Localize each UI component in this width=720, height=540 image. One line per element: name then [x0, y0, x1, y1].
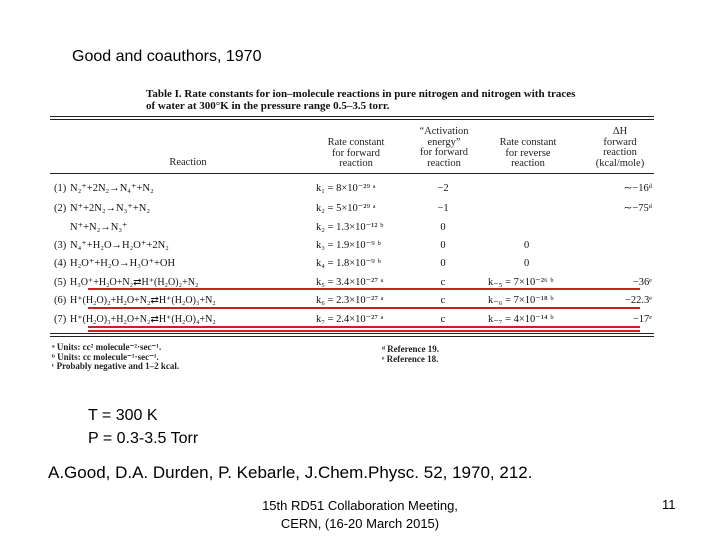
table-top-rule: [50, 116, 654, 117]
header-rate-forward: Rate constant for forward reaction: [327, 137, 385, 169]
table-bottom-rule-2: [50, 336, 654, 337]
page-number: 11: [662, 497, 676, 512]
header-activation-energy: “Activation energy” for forward reaction: [419, 126, 469, 169]
footer-line-1: 15th RD51 Collaboration Meeting,: [262, 498, 458, 513]
slide-heading: Good and coauthors, 1970: [72, 48, 262, 65]
table-caption-line-2: of water at 300°K in the pressure range 0.5–3.5 torr.: [146, 100, 390, 112]
header-delta-h: ΔH forward reaction (kcal/mole): [595, 126, 645, 169]
table-bottom-rule: [50, 333, 654, 334]
header-rate-reverse: Rate constant for reverse reaction: [499, 137, 557, 169]
footer-line-2: CERN, (16-20 March 2015): [280, 516, 440, 531]
highlight-line-middle-2: [88, 326, 640, 328]
table-caption: [146, 88, 626, 112]
slide-footer: [250, 497, 470, 533]
highlight-line-middle-1: [88, 307, 640, 309]
footnotes-right: ᵈ Reference 19. ᵉ Reference 18.: [382, 344, 439, 364]
table-header-rule: [50, 173, 654, 174]
rate-constants-table: Table I. Rate constants for ion–molecule reactions in pure nitrogen and nitrogen with traces of water at 300°K in the pressure range 0.5–3.5 torr. Reaction Rate constant for forward reaction “Activation energy” for forward reaction Rate constant for reverse reaction ΔH forward reaction (kcal/mole) (1) N₂⁺+2N₂→N₄⁺+N₂ k₁ = 8×10⁻²⁹ ᵃ −2 ∼−16ᵈ (2) N⁺+2N₂→N₃⁺+N₂ k₂ = 5×10⁻²⁹ ᵃ −1 ∼−75ᵈ N⁺+N₂→N₃⁺ k₂ = 1.3×10⁻¹² ᵇ 0 (3) N₄⁺+H₂O→H₂O⁺+2N₂ k₃ = 1.9×10⁻⁹ ᵇ 0 0 (4) H₂O⁺+H₂O→H₃O⁺+OH k₄ = 1.8×10⁻⁹ ᵇ 0 0 (5) H₃O⁺+H₂O+N₂⇄H⁺(H₂O)₂+N₂ k₅ = 3.4×10⁻²⁷ ᵃ c k₋₅ = 7×10⁻²⁶ ᵇ −36ᵉ (6) H⁺(H₂O)₂+H₂O+N₂⇄H⁺(H₂O)₃+N₂ k₆ = 2.3×10⁻²⁷ ᵃ c k₋₆ = 7×10⁻¹⁸ ᵇ −22.3ᵉ (7) H⁺(H₂O)₃+H₂O+N₂⇄H⁺(H₂O)₄+N₂ k₇ = 2.4×10⁻²⁷ ᵃ c k₋₇ = 4×10⁻¹⁴ ᵇ −17ᵉ ᵃ Units: cc² molecule⁻²·sec⁻¹. ᵇ Units: cc molecule⁻¹·sec⁻¹. ᶜ Probably negative and 1–2 kcal. ᵈ Reference 19. ᵉ Reference 18.: [48, 84, 656, 384]
highlight-line-bottom: [88, 330, 640, 332]
condition-temperature: T = 300 K: [88, 407, 158, 424]
table-top-rule-2: [50, 119, 654, 120]
highlight-line-top: [88, 288, 640, 290]
citation-reference: A.Good, D.A. Durden, P. Kebarle, J.Chem.Physc. 52, 1970, 212.: [48, 463, 533, 482]
table-caption-line-1: Table I. Rate constants for ion–molecule reactions in pure nitrogen and nitrogen with traces: [146, 88, 576, 100]
header-reaction: Reaction: [169, 157, 207, 168]
footnotes-left: ᵃ Units: cc² molecule⁻²·sec⁻¹. ᵇ Units: cc molecule⁻¹·sec⁻¹. ᶜ Probably negative and 1–2 kcal.: [52, 342, 180, 371]
condition-pressure: P = 0.3-3.5 Torr: [88, 430, 199, 447]
